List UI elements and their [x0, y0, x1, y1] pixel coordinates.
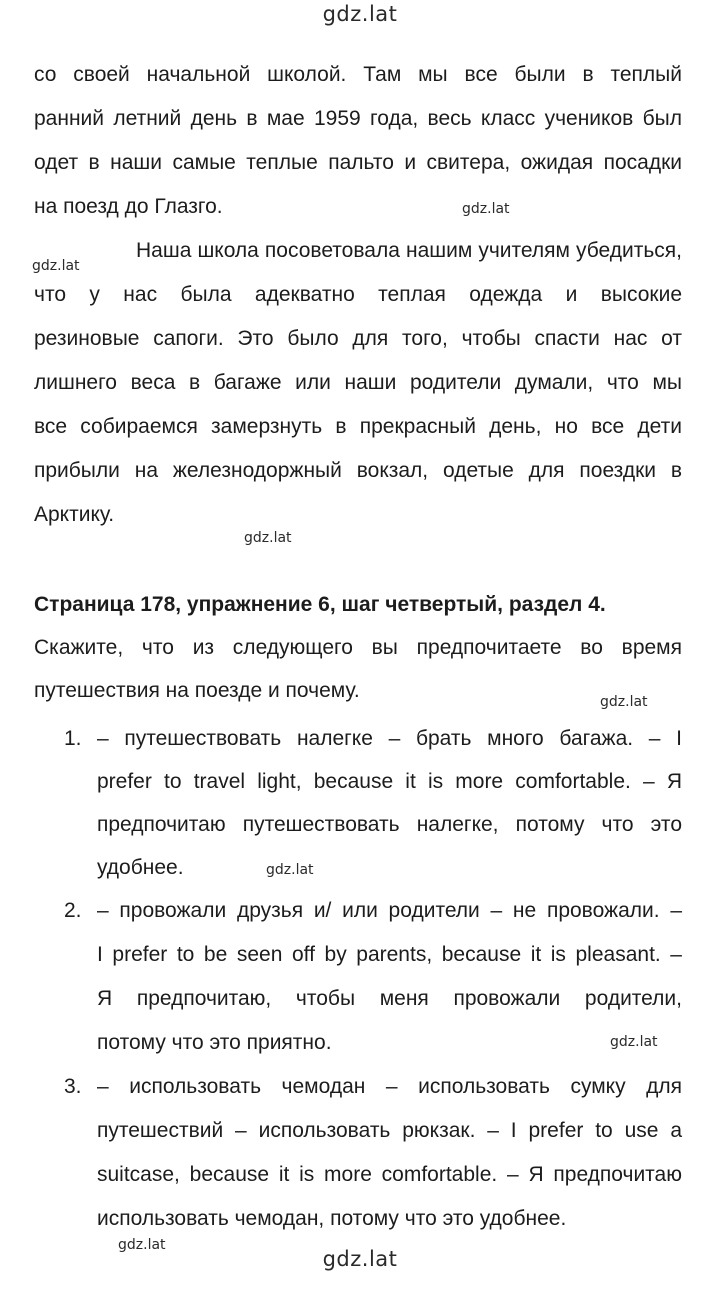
- text-line: Я предпочитаю, чтобы меня провожали родители,: [97, 987, 682, 1010]
- text-line: prefer to travel light, because it is more comfortable. – Я: [97, 770, 682, 793]
- text-line: на поезд до Глазго.: [34, 195, 223, 218]
- text-line: – использовать чемодан – использовать сумку для: [97, 1075, 682, 1098]
- watermark: gdz.lat: [118, 1237, 166, 1253]
- text-line: все собираемся замерзнуть в прекрасный день, но все дети: [34, 415, 682, 438]
- text-line: – провожали друзья и/ или родители – не провожали. –: [97, 899, 682, 922]
- text-line: лишнего веса в багаже или наши родители думали, что мы: [34, 371, 682, 394]
- text-line: путешествий – использовать рюкзак. – I prefer to use a: [97, 1119, 682, 1142]
- watermark: gdz.lat: [244, 530, 292, 546]
- text-line: что у нас была адекватно теплая одежда и высокие: [34, 283, 682, 306]
- text-line: – путешествовать налегке – брать много багажа. – I: [97, 727, 682, 750]
- watermark: gdz.lat: [462, 201, 510, 217]
- text-line: suitcase, because it is more comfortable. – Я предпочитаю: [97, 1163, 682, 1186]
- item-number: 1.: [64, 727, 82, 750]
- text-line: резиновые сапоги. Это было для того, чтобы спасти нас от: [34, 327, 682, 350]
- watermark: gdz.lat: [610, 1034, 658, 1050]
- text-line: ранний летний день в мае 1959 года, весь класс учеников был: [34, 107, 682, 130]
- text-line: Наша школа посоветовала нашим учителям убедиться,: [136, 239, 682, 262]
- footer-watermark: gdz.lat: [322, 1247, 398, 1271]
- section-heading: Страница 178, упражнение 6, шаг четвертый, раздел 4.: [34, 593, 606, 616]
- text-line: Скажите, что из следующего вы предпочитаете во время: [34, 636, 682, 659]
- watermark: gdz.lat: [266, 862, 314, 878]
- text-line: Арктику.: [34, 503, 115, 526]
- watermark: gdz.lat: [32, 258, 80, 274]
- text-line: I prefer to be seen off by parents, because it is pleasant. –: [97, 943, 682, 966]
- text-line: со своей начальной школой. Там мы все были в теплый: [34, 63, 682, 86]
- text-line: использовать чемодан, потому что это удобнее.: [97, 1207, 567, 1230]
- text-line: прибыли на железнодоржный вокзал, одетые для поездки в: [34, 459, 682, 482]
- text-line: одет в наши самые теплые пальто и свитера, ожидая посадки: [34, 151, 682, 174]
- text-line: путешествия на поезде и почему.: [34, 679, 360, 702]
- text-line: потому что это приятно.: [97, 1031, 332, 1054]
- item-number: 3.: [64, 1075, 82, 1098]
- item-number: 2.: [64, 899, 82, 922]
- header-watermark: gdz.lat: [322, 2, 398, 26]
- text-line: предпочитаю путешествовать налегке, потому что это: [97, 813, 682, 836]
- text-line: удобнее.: [97, 856, 184, 879]
- watermark: gdz.lat: [600, 694, 648, 710]
